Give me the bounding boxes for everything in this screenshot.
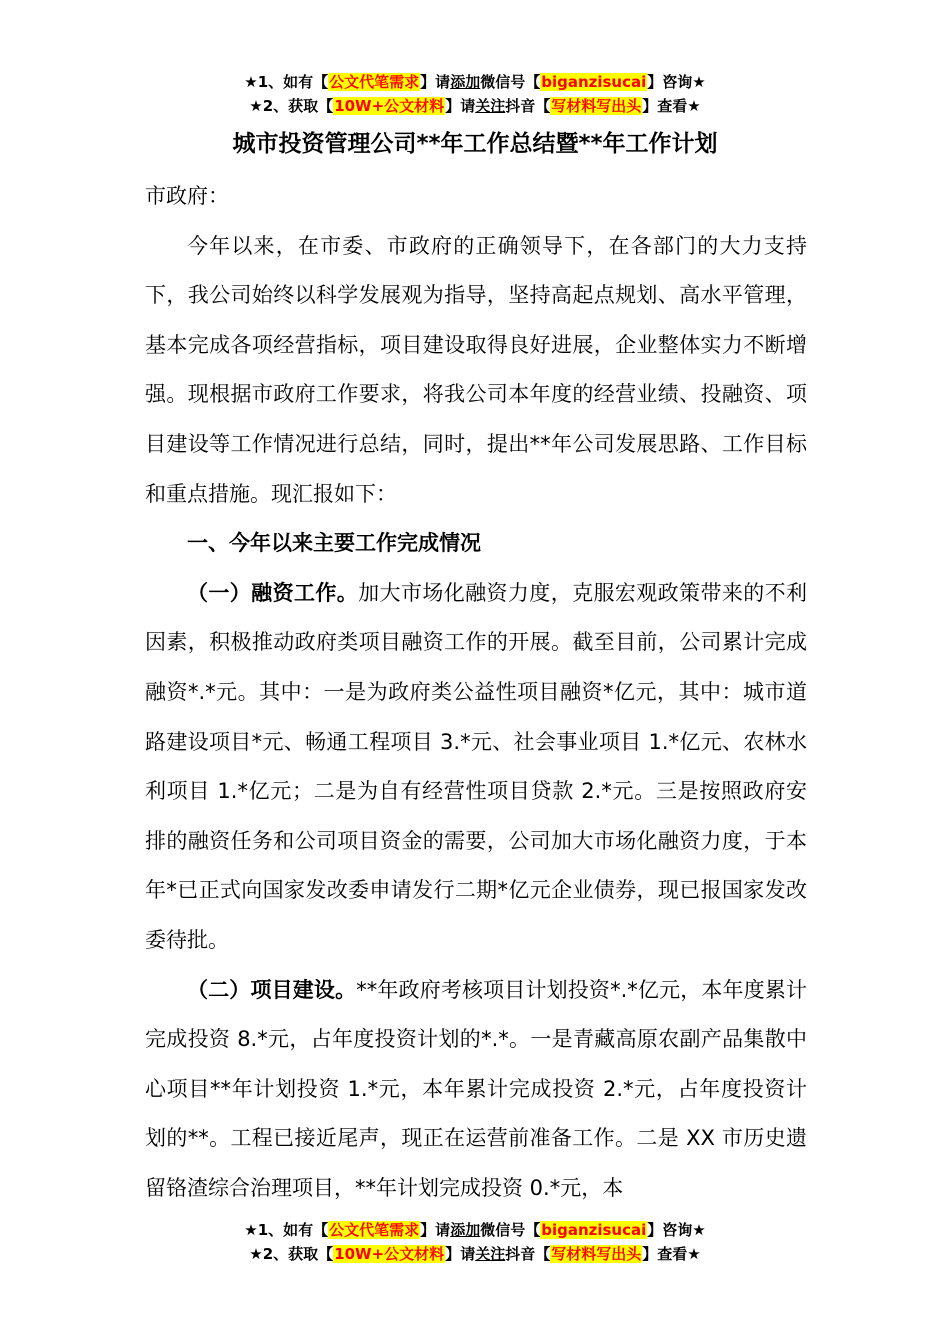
document-body <box>145 172 807 1213</box>
promo-text: 】请 <box>445 97 476 115</box>
paragraph-body: 加大市场化融资力度，克服宏观政策带来的不利因素，积极推动政府类项目融资工作的开展。截至目前，公司累计完成融资*.*元。其中：一是为政府类公益性项目融资*亿元，其中：城市道路建设项目*元、畅通工程项目 3.*元、社会事业项目 1.*亿元、农林水利项目 1.*亿元；二是为自有经营性项目贷款 2.*元。三是按照政府安排的融资任务和公司项目资金的需要，公司加大市场化融资力度，于本年*已正式向国家发改委申请发行二期*亿元企业债券，现已报国家发改委待批。 <box>145 580 808 952</box>
paragraph-body: **年政府考核项目计划投资*.*亿元，本年度累计完成投资 8.*元，占年度投资计划的*.*。一是青藏高原农副产品集散中心项目**年计划投资 1.*元，本年累计完成投资 2.*元，占年度投资计划的**。工程已接近尾声，现正在运营前准备工作。二是 XX 市历史遗留铬渣综合治理项目，**年计划完成投资 0.*元，本 <box>145 977 807 1200</box>
promo-text: 抖音【 <box>505 97 551 115</box>
promo-highlight: 写材料写出头 <box>551 1245 642 1263</box>
promo-text: 微信号【 <box>480 1221 541 1239</box>
promo-text: ★1、如有【 <box>244 1221 329 1239</box>
promo-line-1 <box>0 1218 950 1242</box>
promo-banner-top <box>0 70 950 118</box>
salutation: 市政府： <box>145 184 229 208</box>
promo-highlight: biganzisucai <box>541 1221 647 1239</box>
promo-underline: 关注 <box>475 1245 506 1263</box>
promo-text: 】请 <box>445 1245 476 1263</box>
promo-highlight: 写材料写出头 <box>551 97 642 115</box>
promo-text: 抖音【 <box>505 1245 551 1263</box>
promo-text: 】咨询★ <box>647 73 706 91</box>
promo-highlight: biganzisucai <box>541 73 647 91</box>
promo-underline: 添加 <box>450 73 481 91</box>
promo-line-1 <box>0 70 950 94</box>
promo-highlight: 公文代笔需求 <box>329 1221 420 1239</box>
promo-line-2 <box>0 94 950 118</box>
promo-underline: 关注 <box>475 97 506 115</box>
financing-paragraph <box>145 569 807 966</box>
promo-underline: 添加 <box>450 1221 481 1239</box>
promo-text: 】查看★ <box>642 97 701 115</box>
promo-text: ★1、如有【 <box>244 73 329 91</box>
promo-text: 】咨询★ <box>647 1221 706 1239</box>
promo-text: 】查看★ <box>642 1245 701 1263</box>
promo-banner-bottom <box>0 1218 950 1266</box>
promo-highlight: 公文代笔需求 <box>329 73 420 91</box>
intro-paragraph: 今年以来，在市委、市政府的正确领导下，在各部门的大力支持下，我公司始终以科学发展观为指导，坚持高起点规划、高水平管理，基本完成各项经营指标，项目建设取得良好进展，企业整体实力不断增强。现根据市政府工作要求，将我公司本年度的经营业绩、投融资、项目建设等工作情况进行总结，同时，提出**年公司发展思路、工作目标和重点措施。现汇报如下： <box>145 233 807 506</box>
document-title: 城市投资管理公司**年工作总结暨**年工作计划 <box>232 131 718 157</box>
promo-line-2 <box>0 1242 950 1266</box>
project-paragraph <box>145 966 807 1214</box>
promo-highlight: 10W+公文材料 <box>334 97 445 115</box>
promo-text: 微信号【 <box>480 73 541 91</box>
promo-text: ★2、获取【 <box>249 97 334 115</box>
promo-highlight: 10W+公文材料 <box>334 1245 445 1263</box>
promo-text: 】请 <box>420 1221 451 1239</box>
paragraph-lead: （二）项目建设。 <box>187 977 357 1002</box>
promo-text: 】请 <box>420 73 451 91</box>
promo-text: ★2、获取【 <box>249 1245 334 1263</box>
section-heading: 一、今年以来主要工作完成情况 <box>187 531 481 556</box>
paragraph-lead: （一）融资工作。 <box>187 580 359 605</box>
